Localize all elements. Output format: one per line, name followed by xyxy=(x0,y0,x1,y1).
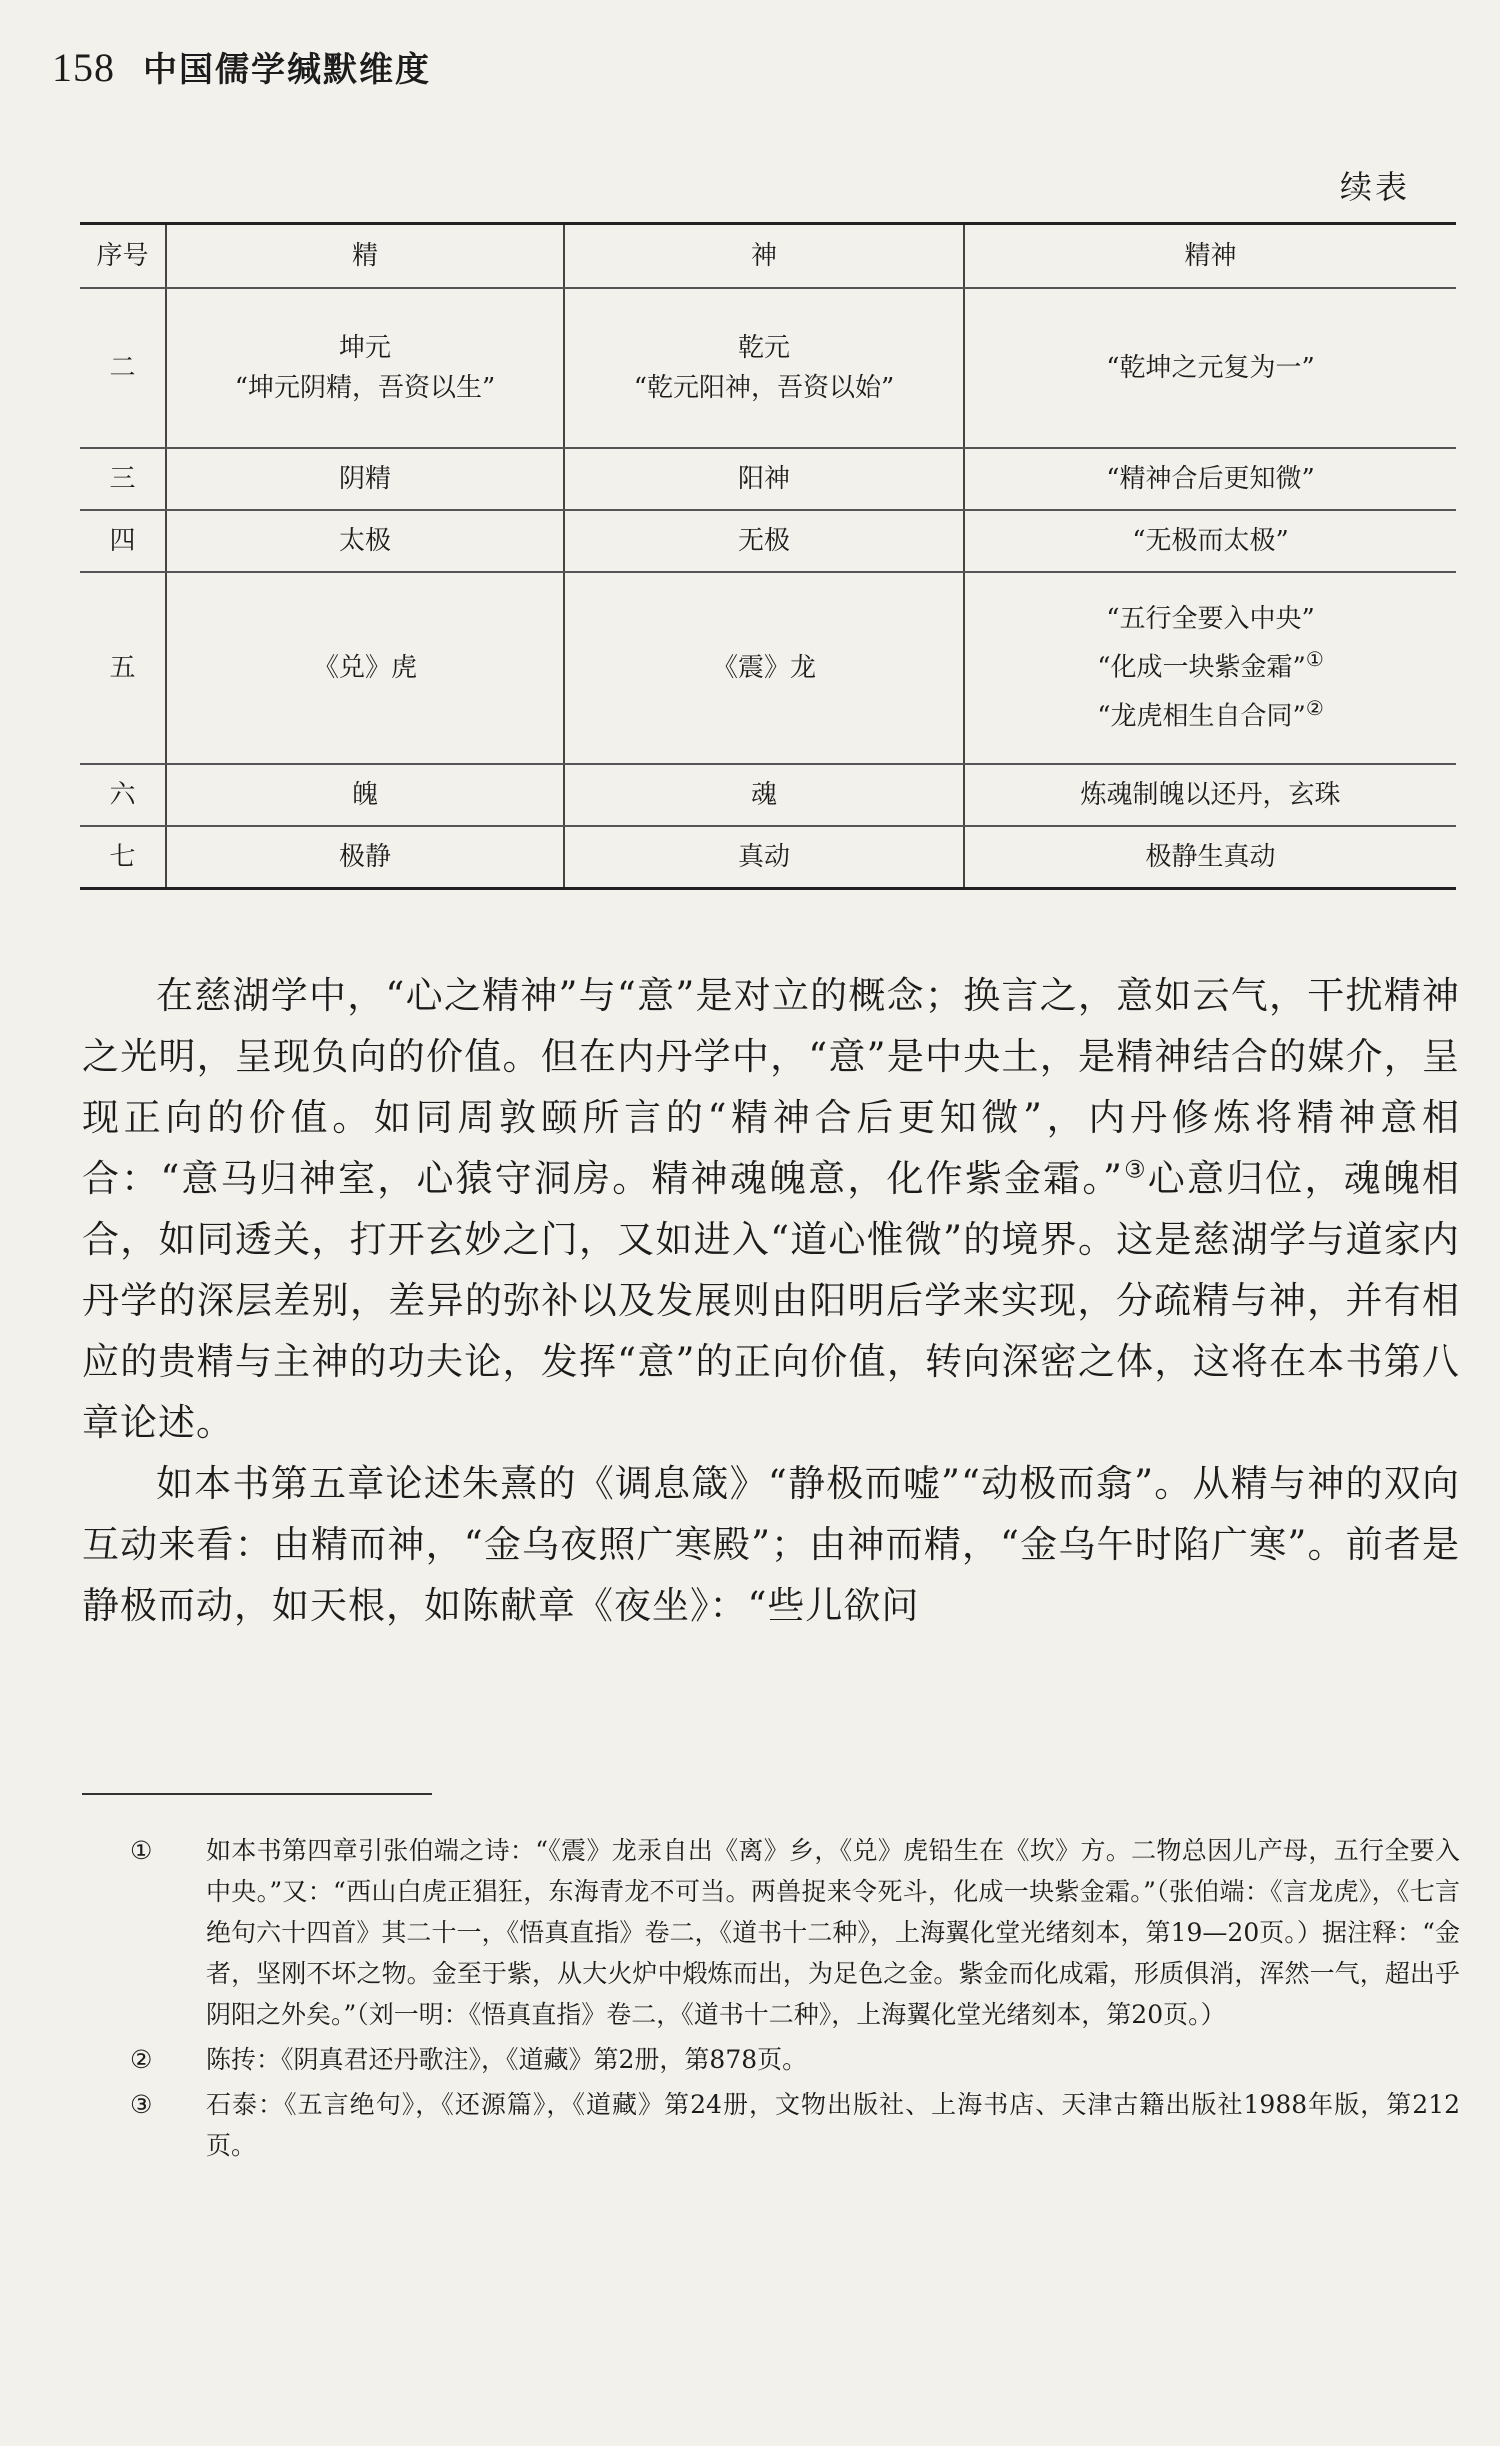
cell-jing: 魄 xyxy=(166,764,564,826)
cell-jingshen xyxy=(964,572,1456,764)
footnote-reference: ③ xyxy=(1122,1155,1148,1184)
footnote-text: 如本书第四章引张伯端之诗：“《震》龙汞自出《离》乡，《兑》虎铅生在《坎》方。二物总因儿产母，五行全要入中央。”又：“西山白虎正猖狂，东海青龙不可当。两兽捉来令死斗，化成一块紫金霜。”（张伯端：《言龙虎》，《七言绝句六十四首》其二十一，《悟真直指》卷二，《道书十二种》，上海翼化堂光绪刻本，第19—20页。）据注释：“金者，坚刚不坏之物。金至于紫，从大火炉中煅炼而出，为足色之金。紫金而化成霜，形质俱消，浑然一气，超出乎阴阳之外矣。”（刘一明：《悟真直指》卷二，《道书十二种》，上海翼化堂光绪刻本，第20页。） xyxy=(206,1836,1460,2029)
column-header-shen: 神 xyxy=(564,224,964,289)
cell-shen: 《震》龙 xyxy=(564,572,964,764)
cell-jing xyxy=(166,288,564,448)
table-row xyxy=(80,288,1456,448)
footnote-text: 石泰：《五言绝句》，《还源篇》，《道藏》第24册，文物出版社、上海书店、天津古籍出版社1988年版，第212页。 xyxy=(206,2090,1460,2160)
row-index: 二 xyxy=(80,288,166,448)
row-index: 五 xyxy=(80,572,166,764)
footnote-marker: ② xyxy=(1305,696,1324,720)
footnote-marker: ① xyxy=(1305,647,1324,672)
cell-text: “龙虎相生自合同” xyxy=(1097,701,1306,732)
cell-jing: 极静 xyxy=(166,826,564,888)
cell-line: “乾元阳神，吾资以始” xyxy=(633,373,895,403)
cell-shen: 魂 xyxy=(564,764,964,826)
table-row xyxy=(80,510,1456,572)
cell-shen: 阳神 xyxy=(564,448,964,510)
footnote-text: 陈抟：《阴真君还丹歌注》，《道藏》第2册，第878页。 xyxy=(206,2045,808,2074)
column-header-jing: 精 xyxy=(166,224,564,289)
column-header-index: 序号 xyxy=(80,224,166,289)
cell-jing: 阴精 xyxy=(166,448,564,510)
paragraph xyxy=(82,965,1460,1453)
table-header-row xyxy=(80,224,1456,289)
cell-shen xyxy=(564,288,964,448)
footnote-separator xyxy=(82,1793,432,1795)
row-index: 七 xyxy=(80,826,166,888)
cell-jingshen xyxy=(964,288,1456,448)
row-index: 三 xyxy=(80,448,166,510)
cell-jingshen: 极静生真动 xyxy=(964,826,1456,888)
cell-line xyxy=(971,688,1450,737)
book-title: 中国儒学缄默维度 xyxy=(143,50,431,90)
cell-shen: 无极 xyxy=(564,510,964,572)
correspondence-table xyxy=(80,222,1456,890)
cell-line: “坤元阴精，吾资以生” xyxy=(234,373,496,403)
running-header xyxy=(52,42,431,102)
footnote xyxy=(130,2039,1460,2080)
table-row xyxy=(80,572,1456,764)
table-row xyxy=(80,448,1456,510)
paragraph-text: 心意归位，魂魄相合，如同透关，打开玄妙之门，又如进入“道心惟微”的境界。这是慈湖学与道家内丹学的深层差别，差异的弥补以及发展则由阳明后学来实现，分疏精与神，并有相应的贵精与主神的功夫论，发挥“意”的正向价值，转向深密之体，这将在本书第八章论述。 xyxy=(82,1157,1460,1444)
page-number: 158 xyxy=(52,45,115,90)
cell-line: “乾坤之元复为一” xyxy=(1106,353,1315,383)
footnote-number: ① xyxy=(130,1836,153,1865)
footnotes xyxy=(130,1830,1460,2170)
cell-jingshen: “无极而太极” xyxy=(964,510,1456,572)
paragraph-text: 在慈湖学中，“心之精神”与“意”是对立的概念；换言之，意如云气，干扰精神之光明，呈现负向的价值。但在内丹学中，“意”是中央土，是精神结合的媒介，呈现正向的价值。如同周敦颐所言的“精神合后更知微”，内丹修炼将精神意相合：“意马归神室，心猿守洞房。精神魂魄意，化作紫金霜。” xyxy=(82,974,1460,1200)
paragraph: 如本书第五章论述朱熹的《调息箴》“静极而嘘”“动极而翕”。从精与神的双向互动来看：由精而神，“金乌夜照广寒殿”；由神而精，“金乌午时陷广寒”。前者是静极而动，如天根，如陈献章《夜坐》：“些儿欲问 xyxy=(82,1462,1460,1627)
table-continued-label: 续表 xyxy=(1339,168,1410,206)
cell-jing: 《兑》虎 xyxy=(166,572,564,764)
cell-line xyxy=(971,599,1450,639)
row-index: 六 xyxy=(80,764,166,826)
cell-jingshen: “精神合后更知微” xyxy=(964,448,1456,510)
cell-line: 乾元 xyxy=(737,333,790,363)
column-header-jingshen: 精神 xyxy=(964,224,1456,289)
cell-jingshen: 炼魂制魄以还丹，玄珠 xyxy=(964,764,1456,826)
footnote xyxy=(130,1830,1460,2035)
cell-text: “五行全要入中央” xyxy=(1106,604,1315,635)
footnote xyxy=(130,2084,1460,2166)
footnote-number: ② xyxy=(130,2045,153,2074)
body-text xyxy=(82,965,1460,1636)
cell-line xyxy=(971,639,1450,688)
table-row xyxy=(80,764,1456,826)
cell-text: “化成一块紫金霜” xyxy=(1097,653,1306,683)
table-row xyxy=(80,826,1456,888)
footnote-number: ③ xyxy=(130,2090,153,2119)
cell-line: 坤元 xyxy=(338,333,391,363)
cell-shen: 真动 xyxy=(564,826,964,888)
row-index: 四 xyxy=(80,510,166,572)
cell-jing: 太极 xyxy=(166,510,564,572)
